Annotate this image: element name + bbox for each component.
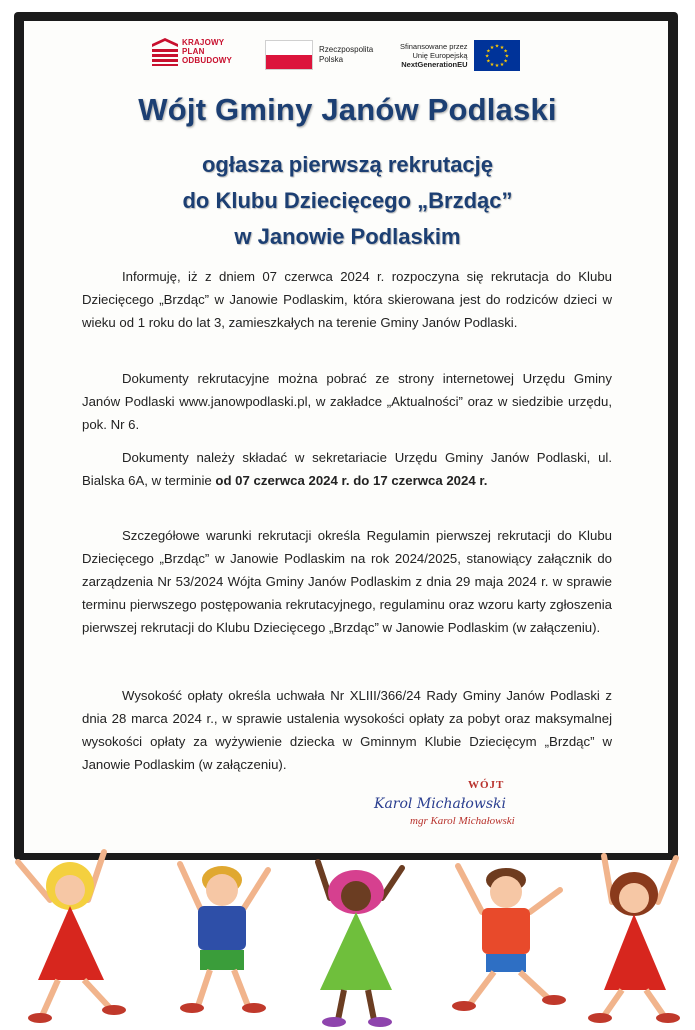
- eu-line-1: Sfinansowane przez: [400, 42, 468, 51]
- kpo-line-3: ODBUDOWY: [182, 56, 233, 65]
- svg-text:★: ★: [485, 58, 491, 65]
- child-figure-2: [180, 864, 268, 1013]
- child-figure-3: [318, 862, 402, 1027]
- signature-name: mgr Karol Michałowski: [410, 815, 515, 827]
- paragraph-text: Dokumenty należy składać w sekretariacie Urzędu Gminy Janów Podlaski, ul. Bialska 6A, w terminie: [82, 450, 612, 488]
- paragraph-text: Wysokość opłaty określa uchwała Nr XLIII/366/24 Rady Gminy Janów Podlaski z dnia 28 marca 2024 r., w sprawie ustalenia wysokości opłaty za pobyt oraz maksymalnej wysokości opłaty za wyżywienie dziecka w Gminnym Klubie Dziecięcym „Brzdąc” w Janowie Podlaskim (w załączeniu).: [82, 688, 612, 772]
- kpo-emblem-icon: [152, 38, 178, 66]
- svg-text:★: ★: [502, 58, 508, 65]
- paragraph-documents-download: [82, 367, 612, 436]
- signature-title: WÓJT: [468, 779, 505, 791]
- paragraph-text: Informuję, iż z dniem 07 czerwca 2024 r. rozpoczyna się rekrutacja do Klubu Dziecięcego „Brzdąc” w Janowie Podlaskim, która skierowana jest do rodziców dzieci w wieku od 1 roku do lat 3, zamieszkałych na terenie Gminy Janów Podlaski.: [82, 269, 612, 330]
- paragraph-recruitment-start: [82, 265, 612, 334]
- rp-line-2: Polska: [319, 55, 344, 64]
- paragraph-fees: [82, 684, 612, 776]
- svg-text:★: ★: [489, 61, 494, 68]
- page-title: Wójt Gminy Janów Podlaski: [138, 92, 557, 127]
- rp-line-1: Rzeczpospolita: [319, 45, 374, 54]
- paragraph-text: Szczegółowe warunki rekrutacji określa Regulamin pierwszej rekrutacji do Klubu Dziecięcego „Brzdąc” w Janowie Podlaskim na rok 2024/2025, stanowiący załącznik do zarządzenia Nr 53/2024 Wójta Gminy Janów Podlaskim z dnia 29 maja 2024 r. w sprawie terminu pierwszego postępowania rekrutacyjnego, regulaminu oraz wzoru karty zgłoszenia pierwszej rekrutacji do Klubu Dziecięcego „Brzdąc” w Janowie Podlaskim (w załączeniu).: [82, 528, 612, 635]
- eu-flag-icon: [474, 40, 520, 71]
- children-illustration: [0, 840, 695, 1030]
- svg-text:★: ★: [485, 48, 491, 55]
- subtitle-line-2: do Klubu Dziecięcego „Brzdąc”: [182, 188, 513, 213]
- svg-text:★: ★: [504, 53, 509, 60]
- kpo-line-2: PLAN: [182, 47, 205, 56]
- svg-text:★: ★: [494, 63, 499, 70]
- logo-strip: [0, 36, 695, 76]
- svg-text:★: ★: [499, 44, 504, 51]
- handwritten-signature: [370, 790, 550, 816]
- svg-text:★: ★: [499, 61, 504, 68]
- submission-dates: od 07 czerwca 2024 r. do 17 czerwca 2024 r.: [215, 473, 488, 488]
- rp-logo: [265, 40, 373, 70]
- svg-text:★: ★: [494, 43, 499, 50]
- svg-text:★: ★: [489, 44, 494, 51]
- svg-text:★: ★: [502, 48, 508, 55]
- subtitle-line-3: w Janowie Podlaskim: [234, 224, 461, 249]
- child-figure-4: [452, 866, 566, 1011]
- eu-logo: [400, 40, 520, 71]
- eu-line-2: Unię Europejską: [412, 51, 468, 60]
- paragraph-regulations: [82, 524, 612, 639]
- kpo-logo: [152, 38, 232, 66]
- child-figure-1: [18, 852, 126, 1023]
- subtitle-line-1: ogłasza pierwszą rekrutację: [201, 152, 494, 177]
- eu-line-3: NextGenerationEU: [401, 60, 468, 69]
- svg-text:★: ★: [484, 53, 489, 60]
- polish-flag-icon: [265, 40, 313, 70]
- paragraph-text: Dokumenty rekrutacyjne można pobrać ze strony internetowej Urzędu Gminy Janów Podlaski www.janowpodlaski.pl, w zakładce „Aktualności” oraz w siedzibie urzędu, pok. Nr 6.: [82, 371, 612, 432]
- kpo-line-1: KRAJOWY: [182, 38, 225, 47]
- child-figure-5: [588, 856, 680, 1023]
- paragraph-submission: [82, 446, 612, 492]
- signature-handwriting: Karol Michałowski: [374, 796, 506, 812]
